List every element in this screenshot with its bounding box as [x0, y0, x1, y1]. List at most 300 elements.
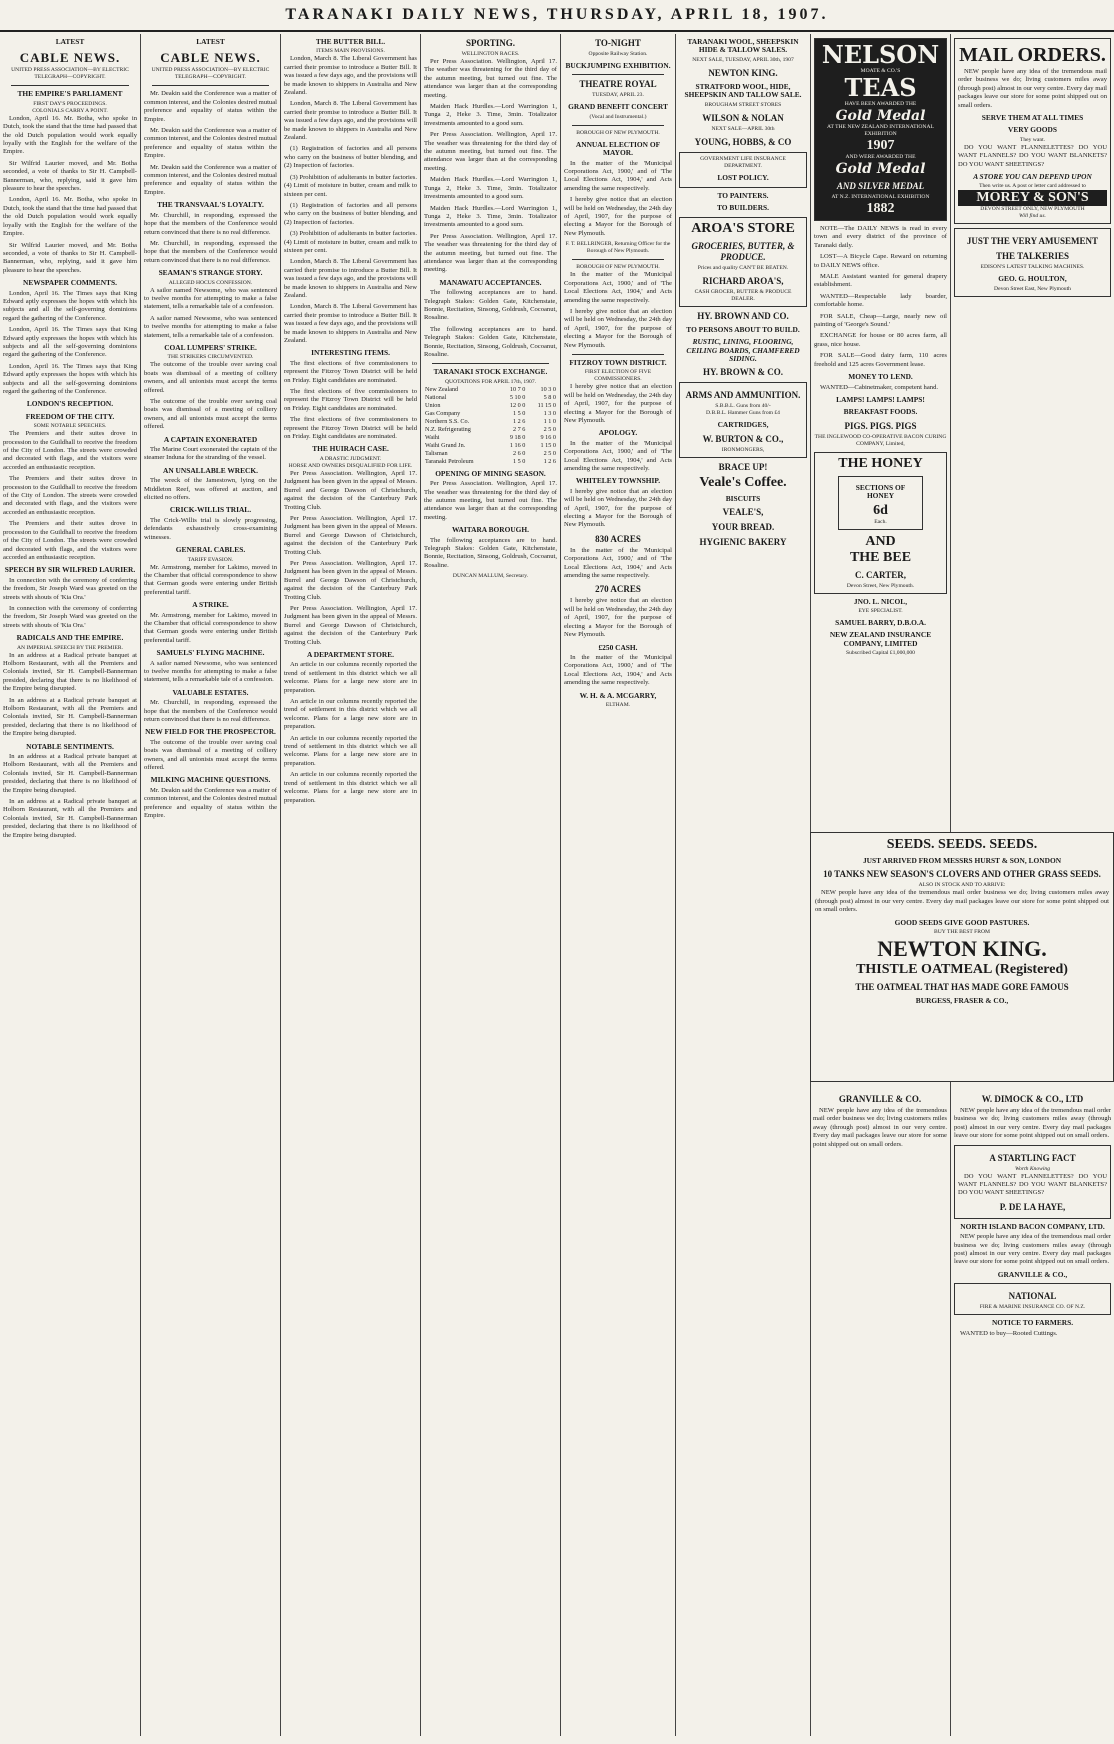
col6-newton: NEWTON KING. [708, 67, 778, 78]
col1-head7: RADICALS AND THE EMPIRE. [16, 633, 124, 643]
col3-head2: THE HUIRACH CASE. [312, 444, 389, 454]
col2-p8: Mr. Armstrong, member for Lakimo, moved in the Chamber that official correspondence to show that German goods were entering under British preferential tariff. [144, 563, 277, 596]
col6-lost: LOST POLICY. [717, 172, 769, 182]
col2-p2c: Mr. Churchill, in responding, expressed the hope that the members of the Conference would return convinced that there is no real difference. [144, 699, 277, 723]
stock-name: Gas Company [425, 409, 461, 417]
col4-p1c: Per Press Association. Wellington, April 17. The weather was threatening for the third day of the autumn meeting, but turned out fine. The attendance was larger than at the corresponding meeting. [424, 232, 557, 274]
stock-row [424, 394, 557, 402]
col1-p3: London, April 16. The Times says that King Edward aptly expresses the hopes with which his subjects and all the self-governing dominions regard the gathering of the Conference. [3, 289, 137, 322]
col8-farmers: NOTICE TO FARMERS. [991, 1318, 1074, 1328]
col8-question: DO YOU WANT FLANNELETTES? DO YOU WANT FLANNELS? DO YOU WANT BLANKETS? DO YOU WANT SHEETINGS? [958, 143, 1107, 168]
col1-title: CABLE NEWS. [19, 50, 121, 66]
col7-note1: NOTE—The DAILY NEWS is read in every town and every district of the province of Taranaki daily. [814, 225, 947, 249]
stock-buyers: 11 15 0 [537, 401, 556, 409]
col6-painters: TO PAINTERS. [717, 191, 769, 201]
col7-price: 6d [873, 502, 888, 518]
divider [572, 259, 664, 260]
col1-p2b: Sir Wilfrid Laurier moved, and Mr. Botha seconded, a vote of thanks to Sir H. Campbell-Bannerman, who, replying, said it gave him pleasure to hear the speeches. [3, 241, 137, 274]
stock-row [424, 426, 557, 434]
col7-wanted1: WANTED—Respectable lady boarder, comfortable home. [814, 292, 947, 309]
col3-p1: London, March 8. The Liberal Government has carried their promise to introduce a Butter Bill. It was issued a few days ago, and the provisions will be made known to shippers in Australia and New Zealand. [284, 55, 417, 97]
col5-theatre-date: TUESDAY, APRIL 23. [592, 92, 644, 99]
col5-acres1: 830 ACRES [595, 533, 641, 544]
col3-sub2: A DRASTIC JUDGMENT. [319, 455, 382, 462]
stock-row [424, 402, 557, 410]
col8-thistle: THISTLE OATMEAL (Registered) [856, 962, 1068, 978]
col1-head5: SOME NOTABLE SPEECHES. [33, 423, 107, 430]
col7-each: Each. [874, 518, 887, 525]
col8-edison: EDISON'S LATEST TALKING MACHINES. [980, 264, 1085, 271]
col3-p2b: (1) Registration of factories and all persons who carry on the business of butter blending, and (2) Inspection of factories. [284, 201, 417, 226]
col2-p8b: Mr. Armstrong, member for Lakimo, moved in the Chamber that official correspondence to show that German goods were entering under British preferential tariff. [144, 611, 277, 644]
col5-borough: BOROUGH OF NEW PLYMOUTH. [576, 129, 660, 136]
col1-p1: London, April 16. Mr. Botha, who spoke in Dutch, took the stand that the time had passed that the old Dutch population would work equally loyally with the English for the welfare of the Empire. [3, 114, 137, 156]
col5-agent-loc: ELTHAM. [605, 701, 631, 708]
col7-hawera: THE INGLEWOOD CO-OPERATIVE BACON CURING COMPANY, Limited, [814, 433, 947, 447]
col8-moulton-loc: Devon Street East, New Plymouth [994, 285, 1071, 292]
col4-p2b: Maiden Hack Hurdles.—Lord Warrington 1, Tunga 2, Heke 3. Time, 3min. Totalizator investments amounted to a good sum. [424, 176, 557, 201]
col8-national: NATIONAL [1008, 1291, 1057, 1302]
col7-nelson: NELSON [821, 40, 940, 69]
col8-startling: A STARTLING FACT [989, 1152, 1076, 1163]
col8-then: Then write us. A post or letter card addressed to [979, 183, 1086, 190]
col5-p1c: In the matter of the 'Municipal Corporations Act, 1900,' and of 'The Local Elections Act, 1904,' and Acts amending the same respectively. [564, 439, 672, 472]
col6-arms-box [679, 382, 807, 457]
col5-sign1: F. T. BELLRINGER, Returning Officer for the Borough of New Plymouth. [565, 241, 671, 255]
col7-pigs: PIGS. PIGS. PIGS [844, 420, 917, 431]
col3-p3: (3) Prohibition of adulterants in butter factories. (4) Limit of moisture in butter, cream and milk to sixteen per cent. [284, 173, 417, 198]
col4-p3: The following acceptances are to hand. Telegraph Stakes: Golden Gate, Kitchenstate, Bonnie, Recitation, Sinsong, Goldrush, Cocoanut, Rosaline. [424, 289, 557, 322]
col7-carter-loc: Devon Street, New Plymouth. [846, 582, 915, 589]
col1-head9: NOTABLE SENTIMENTS. [26, 741, 114, 751]
col1-p6: In an address at a Radical private banquet at Holborn Restaurant, with all the Premiers and Colonials invited, Sir H. Campbell-Bannerman presided, declaring that there is no likelihood of the Empire being disrupted. [3, 651, 137, 693]
col8-they: They want. [1019, 136, 1046, 143]
column-2 [140, 34, 280, 1736]
col2-p3: A sailor named Newsome, who was sentenced to twelve months for attempting to make a false statement, tells a remarkable tale of a confession. [144, 286, 277, 311]
stock-name: National [425, 393, 447, 401]
col8-question-b: DO YOU WANT FLANNELETTES? DO YOU WANT FLANNELS? DO YOU WANT BLANKETS? DO YOU WANT SHEETINGS? [958, 1172, 1107, 1197]
col2-head11: NEW FIELD FOR THE PROSPECTOR. [145, 727, 276, 737]
stock-sellers: 9 18 0 [509, 433, 526, 441]
col8-amuse: JUST THE VERY AMUSEMENT [966, 236, 1099, 247]
col3-title: THE BUTTER BILL. [315, 37, 386, 46]
col7-honey: THE HONEY [838, 455, 923, 471]
col6-prices: Prices and quality CAN'T BE BEATEN. [697, 264, 789, 271]
stock-sellers: 2 6 0 [512, 449, 526, 457]
stock-name: N.Z. Refrigerating [425, 425, 471, 433]
col7-lamps: LAMPS! LAMPS! LAMPS! [836, 394, 925, 404]
col2-p4c: The outcome of the trouble over saving coal boats was dismissal of a meeting of colliery owners, and all unionists must accept the terms offered. [144, 738, 277, 772]
col5-fitzroy-sub: FIRST ELECTION OF FIVE COMMISSIONERS. [584, 369, 652, 383]
divider [11, 85, 129, 86]
col2-sub3: TARIFF EVASION. [187, 556, 234, 563]
col8-oatmeal: THE OATMEAL THAT HAS MADE GORE FAMOUS [855, 982, 1069, 993]
col5-borough2: BOROUGH OF NEW PLYMOUTH. [576, 264, 660, 271]
col7-for-sale: FOR SALE—Good dairy farm, 110 acres freehold and 125 acres Government lease. [814, 352, 947, 368]
col4-p1d: Per Press Association. Wellington, April 17. The weather was threatening for the third day of the autumn meeting, but turned out fine. The attendance was larger than at the corresponding meeting. [424, 480, 557, 521]
col2-head4: A CAPTAIN EXONERATED [163, 434, 258, 444]
col7-bee: THE BEE [849, 549, 912, 565]
col8-burgess: BURGESS, FRASER & CO., [915, 996, 1009, 1006]
stock-buyers: 2 5 0 [543, 425, 556, 433]
col8-morey: MOREY & SON'S [958, 190, 1107, 206]
col6-veale: Veale's Coffee. [699, 474, 787, 490]
col7-and-silver: AND SILVER MEDAL [836, 181, 925, 191]
col2-head2: SEAMAN'S STRANGE STORY. [158, 268, 263, 278]
col5-fitzroy: FITZROY TOWN DISTRICT. [569, 357, 667, 367]
col6-biscuits: BISCUITS [725, 493, 761, 503]
stock-table [424, 386, 557, 466]
col2-head12: MILKING MACHINE QUESTIONS. [150, 775, 271, 785]
stock-sellers: 2 7 6 [512, 425, 526, 433]
col7-sections: SECTIONS OF HONEY [855, 482, 906, 501]
col2-head5: AN UNSALLABLE WRECK. [163, 465, 258, 475]
stock-buyers: 1 3 0 [543, 409, 556, 417]
masthead: TARANAKI DAILY NEWS, THURSDAY, APRIL 18, 1907. [0, 0, 1114, 32]
col5-whiteley: WHITELEY TOWNSHIP. [575, 476, 661, 486]
col3-p4b: The first elections of five commissioners to represent the Fitzroy Town District will be held on Friday. Eight candidates are nominated. [284, 388, 417, 412]
col6-next-sale: NEXT SALE, TUESDAY, APRIL 30th, 1907 [692, 56, 794, 63]
col8-seeds: SEEDS. SEEDS. SEEDS. [886, 837, 1038, 852]
col6-builders: TO BUILDERS. [716, 203, 770, 213]
col8-talkeries: THE TALKERIES [996, 251, 1069, 262]
col1-p6c: In an address at a Radical private banquet at Holborn Restaurant, with all the Premiers and Colonials invited, Sir H. Campbell-Bannerman presided, declaring that there is no likelihood of the Empire being disrupted. [3, 753, 137, 794]
col2-p1: Mr. Deakin said the Conference was a matter of common interest, and the Colonies desired mutual preference and equality of status within the Empire. [144, 90, 277, 123]
col8-serve: SERVE THEM AT ALL TIMES [981, 113, 1084, 123]
stock-sellers: 1 5 0 [512, 409, 526, 417]
col5-p2e: I hereby give notice that an election will be held on Wednesday, the 24th day of April, 1907, for the purpose of electing a Mayor for the Borough of New Plymouth. [564, 597, 672, 639]
col7-breakfast: BREAKFAST FOODS. [843, 407, 918, 417]
col2-head6: CRICK-WILLIS TRIAL. [169, 505, 252, 515]
stock-row [424, 458, 557, 466]
col7-teas: TEAS [844, 73, 917, 102]
col2-title: CABLE NEWS. [160, 50, 261, 66]
col6-brougham: BROUGHAM STREET STORES [704, 101, 782, 108]
col7-and-were: AND WERE AWARDED THE [845, 154, 916, 160]
col8-dimock: W. DIMOCK & CO., LTD [981, 1094, 1084, 1104]
col6-hammer: D.B.B.L. Hammer Guns from £4 [706, 410, 780, 417]
col4-p1: Per Press Association. Wellington, April 17. The weather was threatening for the third day of the autumn meeting, but turned out fine. The attendance was larger than at the corresponding meeting. [424, 58, 557, 99]
col7-wanted2: WANTED—Cabinetmaker, competent hand. [820, 383, 939, 391]
col8-moulton: GEO. G. HOULTON, [998, 274, 1067, 284]
col7-gold2: Gold Medal [835, 161, 926, 177]
col8-p1: NEW people have any idea of the tremendous mail order business we do; living customers miles away (through post) almost in our very centre. Every day mail packages leave our store for some point shipped out on small orders. [958, 68, 1107, 109]
stock-buyers: 1 1 0 [543, 417, 556, 425]
col8-will: Will find us. [1019, 213, 1046, 220]
col2-p2b: Mr. Churchill, in responding, expressed the hope that the members of the Conference would return convinced that there is no real difference. [144, 239, 277, 264]
column-6 [675, 34, 810, 1736]
stock-name: Waihi Grand Jn. [425, 441, 466, 449]
col8-marine: FIRE & MARINE INSURANCE CO. OF N.Z. [979, 1304, 1086, 1311]
col1-p4c: The Premiers and their suites drove in procession to the Guildhall to receive the freedom of the City of London. The streets were crowded and decorated with flags, and the visitors were accorded an enthusiastic reception. [3, 520, 137, 561]
col5-p1e: In the matter of the 'Municipal Corporations Act, 1900,' and of 'The Local Elections Act, 1904,' and Acts amending the same respectively. [564, 653, 672, 687]
col1-kicker: LATEST [55, 37, 85, 46]
col2-kicker: LATEST [196, 37, 225, 46]
col8-p1c: NEW people have any idea of the tremendous mail order business we do; living customers miles away (through post) almost in our very centre. Every day mail packages leave our store for some point shipped out on small orders. [954, 1107, 1111, 1140]
col5-cash: £250 CASH. [598, 642, 638, 652]
col1-p3b: London, April 16. The Times says that King Edward aptly expresses the hopes with which his subjects and all the self-governing dominions regard the gathering of the Conference. [3, 326, 137, 359]
column-5 [560, 34, 675, 1736]
col3-p4c: The first elections of five commissioners to represent the Fitzroy Town District will be held on Friday. Eight candidates are nominated. [284, 416, 417, 441]
col6-bakery: HYGIENIC BAKERY [699, 537, 787, 548]
col3-p5: Per Press Association. Wellington, April 17. Judgment has been given in the appeal of Messrs. Burrel and George Dawson of Christchurch, against the decision of the Canterbury Park Trotting Club. [284, 469, 417, 511]
col4-sub2: QUOTATIONS FOR APRIL 17th, 1907. [444, 378, 537, 385]
col4-p2: Maiden Hack Hurdles.—Lord Warrington 1, Tunga 2, Heke 3. Time, 3min. Totalizator investments amounted to a good sum. [424, 103, 557, 127]
col5-top1: TO-NIGHT [595, 38, 641, 48]
col1-head2: NEWSPAPER COMMENTS. [23, 278, 117, 288]
col1-p5b: In connection with the ceremony of conferring the freedom, Sir Joseph Ward was greeted on the streets with shouts of 'Kia Ora.' [3, 604, 137, 629]
col7-year1: 1907 [866, 138, 895, 153]
col8-arrived: JUST ARRIVED FROM MESSRS HURST & SON, LONDON [862, 856, 1062, 865]
col1-p3c: London, April 16. The Times says that King Edward aptly expresses the hopes with which his subjects and all the self-governing dominions regard the gathering of the Conference. [3, 362, 137, 395]
nelson-tea-ad [814, 38, 947, 221]
stock-buyers: 2 5 0 [543, 449, 556, 457]
col3-p6c: An article in our columns recently reported the trend of settlement in this district which we all welcome. Plans for a large new store are in preparation. [284, 734, 417, 767]
col8-granville2: GRANVILLE & CO., [997, 1269, 1068, 1279]
col4-p1b: Per Press Association. Wellington, April 17. The weather was threatening for the third day of the autumn meeting, but turned out fine. The attendance was larger than at the corresponding meeting. [424, 131, 557, 172]
col6-groceries: GROCERIES, BUTTER, & PRODUCE. [691, 240, 795, 262]
stock-buyers: 9 16 0 [540, 433, 556, 441]
honey-ad [814, 452, 947, 594]
col3-head3: A DEPARTMENT STORE. [306, 650, 394, 659]
seeds-ad [810, 832, 1114, 1082]
honey-inner-box [838, 476, 923, 530]
col7-nicol: JNO. L. NICOL, [853, 596, 908, 606]
col7-eye: EYE SPECIALIST. [858, 607, 903, 614]
col6-guns: S.B.B.L. Guns from 40/- [715, 403, 771, 410]
col8-granville: GRANVILLE & CO. [838, 1094, 922, 1104]
col3-sub1: ITEMS MAIN PROVISIONS. [316, 48, 385, 55]
col8-tanks: 10 TANKS NEW SEASON'S CLOVERS AND OTHER GRASS SEEDS. [823, 869, 1101, 880]
col6-brown2: HY. BROWN & CO. [703, 367, 783, 378]
col2-head8: A STRIKE. [192, 600, 229, 610]
stock-sellers: 1 2 6 [512, 417, 526, 425]
col6-aroa-box [679, 217, 807, 307]
col5-top2: Opposite Railway Station. [588, 51, 648, 57]
col7-gold: Gold Medal [835, 108, 926, 124]
col3-p3b: (3) Prohibition of adulterants in butter factories. (4) Limit of moisture in butter, cream and milk to sixteen per cent. [284, 230, 417, 254]
col8-very: VERY GOODS [1008, 125, 1057, 135]
col7-lost-ad: LOST—A Bicycle Cape. Reward on returning to DAILY NEWS office. [814, 253, 947, 269]
col6-govt-box [679, 152, 807, 188]
col2-p1c: Mr. Deakin said the Conference was a matter of common interest, and the Colonies desired mutual preference and equality of status within the Empire. [144, 163, 277, 196]
stock-name: Taranaki Petroleum [425, 457, 474, 465]
col5-apology: APOLOGY. [598, 428, 638, 438]
mail-orders-ad [954, 38, 1111, 224]
stock-sellers: 5 10 0 [509, 393, 526, 401]
col3-sub3: HORSE AND OWNERS DISQUALIFIED FOR LIFE. [288, 462, 413, 469]
col6-brown: HY. BROWN AND CO. [697, 310, 789, 321]
col2-head3: COAL LUMPERS' STRIKE. [164, 342, 257, 352]
col8-nk: NEWTON KING. [877, 936, 1047, 962]
col8-p1b: NEW people have any idea of the tremendous mail order business we do; living customers miles away (through post) almost in our very centre. Every day mail packages leave our store for some point shipped out on small orders. [815, 889, 1109, 914]
col5-p2: I hereby give notice that an election will be held on Wednesday, the 24th day of April, 1907, for the purpose of electing a Mayor for the Borough of New Plymouth. [564, 196, 672, 237]
col7-male: MALE Assistant wanted for general drapery establishment. [814, 273, 947, 289]
col6-cash-grocer: CASH GROCER, BUTTER & PRODUCE DEALER. [694, 288, 792, 302]
stock-row [424, 386, 557, 394]
col8-worth: Worth Knowing [1014, 1165, 1051, 1172]
col2-p4: The outcome of the trouble over saving coal boats was dismissal of a meeting of colliery owners, and all unionists must accept the terms offered. [144, 361, 277, 394]
col4-head1: MANAWATU ACCEPTANCES. [439, 277, 542, 287]
col3-p6b: An article in our columns recently reported the trend of settlement in this district which we all welcome. Plans for a large new store are in preparation. [284, 698, 417, 731]
column-1 [0, 34, 140, 1736]
col6-wool: TARANAKI WOOL, SHEEPSKIN HIDE & TALLOW SALES. [687, 37, 799, 55]
col6-ironmongers: IRONMONGERS, [721, 446, 765, 453]
divider [572, 125, 664, 126]
col5-p1b: In the matter of the 'Municipal Corporations Act, 1900,' and of 'The Local Elections Act, 1904,' and Acts amending the same respectively. [564, 271, 672, 304]
col2-head7: GENERAL CABLES. [175, 545, 246, 555]
national-box [954, 1283, 1111, 1315]
column-3 [280, 34, 420, 1736]
col2-p4b: The outcome of the trouble over saving coal boats was dismissal of a meeting of colliery owners, and all unionists must accept the terms offered. [144, 398, 277, 431]
col6-rustic: RUSTIC, LINING, FLOORING, CEILING BOARDS, CHAMFERED SIDING. [686, 337, 800, 364]
col3-p1b: London, March 8. The Liberal Government has carried their promise to introduce a Butter Bill. It was issued a few days ago, and the provisions will be made known to shippers in Australia and New Zealand. [284, 100, 417, 142]
col1-head8: AN IMPERIAL SPEECH BY THE PREMIER. [16, 644, 124, 651]
col7-lower [810, 1090, 950, 1170]
col6-next-sale2: NEXT SALE—APRIL 30th [711, 125, 775, 132]
col2-p2: Mr. Churchill, in responding, expressed the hope that the members of the Conference would return convinced that there is no real difference. [144, 211, 277, 236]
col7-carter: C. CARTER, [855, 569, 906, 580]
col8-p1d: NEW people have any idea of the tremendous mail order business we do; living customers miles away (through post) almost in our very centre. Every day mail packages leave our store for some point shipped out on small orders. [954, 1233, 1111, 1266]
col8-store: A STORE YOU CAN DEPEND UPON [973, 172, 1092, 182]
col6-burton: W. BURTON & CO., [702, 433, 784, 444]
col7-and: AND [865, 533, 896, 549]
col2-head10: VALUABLE ESTATES. [172, 687, 249, 697]
col1-p4: The Premiers and their suites drove in procession to the Guildhall to receive the freedom of the City of London. The streets were crowded and decorated with flags, and the visitors were accorded an enthusiastic reception. [3, 430, 137, 471]
col2-p3c: A sailor named Newsome, who was sentenced to twelve months for attempting to make a false statement, tells a remarkable tale of a confession. [144, 659, 277, 684]
col8-mail: MAIL ORDERS. [959, 44, 1106, 66]
col1-p6b: In an address at a Radical private banquet at Holborn Restaurant, with all the Premiers and Colonials invited, Sir H. Campbell-Bannerman presided, declaring that there is no likelihood of the Empire being disrupted. [3, 696, 137, 738]
col3-p2: (1) Registration of factories and all persons who carry on the business of butter blending, and (2) Inspection of factories. [284, 145, 417, 170]
col7-awarded: HAVE BEEN AWARDED THE [844, 101, 917, 107]
col7-year2: 1882 [866, 201, 895, 216]
col7-exchange: EXCHANGE for house or 80 acres farm, all grass, nice house. [814, 332, 947, 348]
col6-arms: ARMS AND AMMUNITION. [685, 390, 801, 401]
col7-nz-expo: AT THE NEW ZEALAND INTERNATIONAL EXHIBITION [827, 124, 934, 137]
col5-p2d: I hereby give notice that an election will be held on Wednesday, the 24th day of April, 1907, for the purpose of electing a Mayor for the Borough of New Plymouth. [564, 487, 672, 529]
col8-devon: DEVON STREET ONLY, NEW PLYMOUTH [980, 206, 1085, 213]
col8-also: ALSO IN STOCK AND TO ARRIVE: [918, 882, 1006, 889]
stock-name: Union [425, 401, 441, 409]
stock-sellers: 10 7 0 [509, 385, 526, 393]
col2-p1d: Mr. Deakin said the Conference was a matter of common interest, and the Colonies desired mutual preference and equality of status within the Empire. [144, 786, 277, 820]
col6-young: YOUNG, HOBBS, & CO [694, 136, 792, 147]
col5-acres2: 270 ACRES [595, 584, 641, 595]
divider [572, 354, 664, 355]
stock-buyers: 10 3 0 [540, 385, 556, 393]
col4-sub1: WELLINGTON RACES. [461, 51, 520, 57]
col2-head9: SAMUELS' FLYING MACHINE. [156, 648, 265, 658]
col1-head6: SPEECH BY SIR WILFRED LAURIER. [4, 565, 136, 575]
col7-sale: FOR SALE, Cheap—Large, nearly new oil painting of 'George's Sound.' [814, 312, 947, 329]
col2-p6: The wreck of the Jamestown, lying on the Middleton Reef, was offered at auction, and elicited no offers. [144, 477, 277, 502]
col1-p1b: London, April 16. Mr. Botha, who spoke in Dutch, took the stand that the time had passed that the old Dutch population would work equally loyally with the English for the welfare of the Empire. [3, 196, 137, 238]
col5-p1: In the matter of the 'Municipal Corporations Act, 1900,' and of 'The Local Elections Act, 1904,' and Acts amending the same respectively. [564, 159, 672, 192]
col6-brace: BRACE UP! [718, 461, 768, 472]
col8-p1e: NEW people have any idea of the tremendous mail order business we do; living customers miles away (through post) almost in our very centre. Every day mail packages leave our store for some point shipped out on small orders. [813, 1107, 947, 1148]
col5-agent: W. H. & A. MCGARRY, [579, 690, 657, 700]
divider [572, 74, 664, 75]
col7-money: MONEY TO LEND. [848, 372, 913, 382]
col8-pasture: GOOD SEEDS GIVE GOOD PASTURES. [894, 917, 1030, 927]
col5-theatre: THEATRE ROYAL [579, 79, 657, 90]
col1-head3: LONDON'S RECEPTION. [26, 399, 114, 409]
col2-sub2: THE STRIKERS CIRCUMVENTED. [167, 354, 254, 361]
stock-sellers: 1 5 0 [512, 457, 526, 465]
col3-p5d: Per Press Association. Wellington, April 17. Judgment has been given in the appeal of Messrs. Burrel and George Dawson of Christchurch, against the decision of the Canterbury Park Trotting Club. [284, 604, 417, 646]
stock-sellers: 12 0 0 [509, 401, 526, 409]
col4-head4: WAITARA BOROUGH. [451, 525, 530, 535]
column-4 [420, 34, 560, 1736]
col8-lower [950, 1090, 1114, 1736]
col7-barry: SAMUEL BARRY, D.B.O.A. [835, 617, 926, 627]
stock-buyers: 1 2 6 [543, 457, 556, 465]
col2-head1: THE TRANSVAAL'S LOYALTY. [157, 200, 264, 210]
startling-box [954, 1145, 1111, 1219]
col7-at: AT N.Z. INTERNATIONAL EXHIBITION [831, 194, 930, 200]
col2-p1b: Mr. Deakin said the Conference was a matter of common interest, and the Colonies desired mutual preference and equality of status within the Empire. [144, 127, 277, 160]
col4-p2c: Maiden Hack Hurdles.—Lord Warrington 1, Tunga 2, Heke 3. Time, 3min. Totalizator investments amounted to a good sum. [424, 204, 557, 229]
col5-top3: BUCKJUMPING EXHIBITION. [565, 61, 671, 70]
col5-p2c: I hereby give notice that an election will be held on Wednesday, the 24th day of April, 1907, for the purpose of electing a Mayor for the Borough of New Plymouth. [564, 383, 672, 424]
col7-moate: MOATE & CO.'S [860, 68, 901, 74]
col3-head1: INTERESTING ITEMS. [311, 348, 390, 358]
col8-hay: P. DE LA HAYE, [999, 1201, 1066, 1212]
col1-service: UNITED PRESS ASSOCIATION—BY ELECTRIC TELEGRAPH—COPYRIGHT. [11, 67, 129, 81]
col6-wilson: WILSON & NOLAN [702, 112, 784, 123]
col3-p5b: Per Press Association. Wellington, April 17. Judgment has been given in the appeal of Messrs. Burrel and George Dawson of Christchurch, against the decision of the Canterbury Park Trotting Club. [284, 514, 417, 556]
col3-p6d: An article in our columns recently reported the trend of settlement in this district which we all welcome. Plans for a large new store are in preparation. [284, 771, 417, 804]
col5-concert-sub: (Vocal and Instrumental.) [589, 113, 647, 120]
col5-p2b: I hereby give notice that an election will be held on Wednesday, the 24th day of April, 1907, for the purpose of electing a Mayor for the Borough of New Plymouth. [564, 307, 672, 349]
stock-name: New Zealand [425, 385, 459, 393]
stock-buyers: 5 8 0 [543, 393, 556, 401]
col6-stratford: STRATFORD WOOL, HIDE, SHEEPSKIN AND TALLOW SALE. [684, 81, 802, 100]
stock-buyers: 1 15 0 [540, 441, 556, 449]
col5-concert: GRAND BENEFIT CONCERT [568, 102, 668, 112]
col7-nz-ins: NEW ZEALAND INSURANCE COMPANY, LIMITED [829, 630, 932, 648]
col4-title: SPORTING. [466, 38, 515, 48]
col6-cartridges: CARTRIDGES, [717, 420, 769, 430]
col3-p5c: Per Press Association. Wellington, April 17. Judgment has been given in the appeal of Messrs. Burrel and George Dawson of Christchurch, against the decision of the Canterbury Park Trotting Club. [284, 559, 417, 601]
stock-row [424, 442, 557, 450]
col3-p1c: London, March 8. The Liberal Government has carried their promise to introduce a Butter Bill. It was issued a few days ago, and the provisions will be made known to shippers in Australia and New Zealand. [284, 258, 417, 299]
talkeries-ad [954, 228, 1111, 296]
col2-p5: The Marine Court exonerated the captain of the steamer Induna for the stranding of the vessel. [144, 446, 277, 462]
col1-p4b: The Premiers and their suites drove in procession to the Guildhall to receive the freedom of the City of London. The streets were crowded and decorated with flags, and the visitors were accorded an enthusiastic reception. [3, 475, 137, 516]
stock-row [424, 418, 557, 426]
col6-bread: YOUR BREAD. [711, 522, 775, 533]
col6-veale2: VEALE'S, [722, 507, 764, 518]
col1-p5: In connection with the ceremony of conferring the freedom, Sir Joseph Ward was greeted on the streets with shouts of 'Kia Ora.' [3, 576, 137, 601]
stock-row [424, 410, 557, 418]
col2-p3b: A sailor named Newsome, who was sentenced to twelve months for attempting to make a false statement, tells a remarkable tale of a confession. [144, 314, 277, 339]
stock-sellers: 1 16 0 [509, 441, 526, 449]
col1-sub2: COLONIALS CARRY A POINT. [32, 107, 108, 114]
col6-build: TO PERSONS ABOUT TO BUILD. [686, 324, 800, 334]
col5-p1d: In the matter of the 'Municipal Corporations Act, 1900,' and of 'The Local Elections Act, 1904,' and Acts amending the same respectively. [564, 546, 672, 580]
col2-service: UNITED PRESS ASSOCIATION—BY ELECTRIC TELEGRAPH—COPYRIGHT. [151, 67, 270, 81]
col3-p1d: London, March 8. The Liberal Government has carried their promise to introduce a Butter Bill. It was issued a few days ago, and the provisions will be made known to shippers in Australia and New Zealand. [284, 303, 417, 344]
col4-p3c: The following acceptances are to hand. Telegraph Stakes: Golden Gate, Kitchenstate, Bonnie, Recitation, Sinsong, Goldrush, Cocoanut, Rosaline. [424, 536, 557, 569]
stock-row [424, 434, 557, 442]
col6-richard: RICHARD AROA'S, [702, 275, 784, 286]
stock-name: Waihi [425, 433, 440, 441]
col6-aroa: AROA'S STORE [691, 220, 795, 236]
stock-name: Northern S.S. Co. [425, 417, 470, 425]
col1-sub1: FIRST DAY'S PROCEEDINGS. [33, 100, 107, 107]
col8-north: NORTH ISLAND BACON COMPANY, LTD. [960, 1221, 1105, 1231]
